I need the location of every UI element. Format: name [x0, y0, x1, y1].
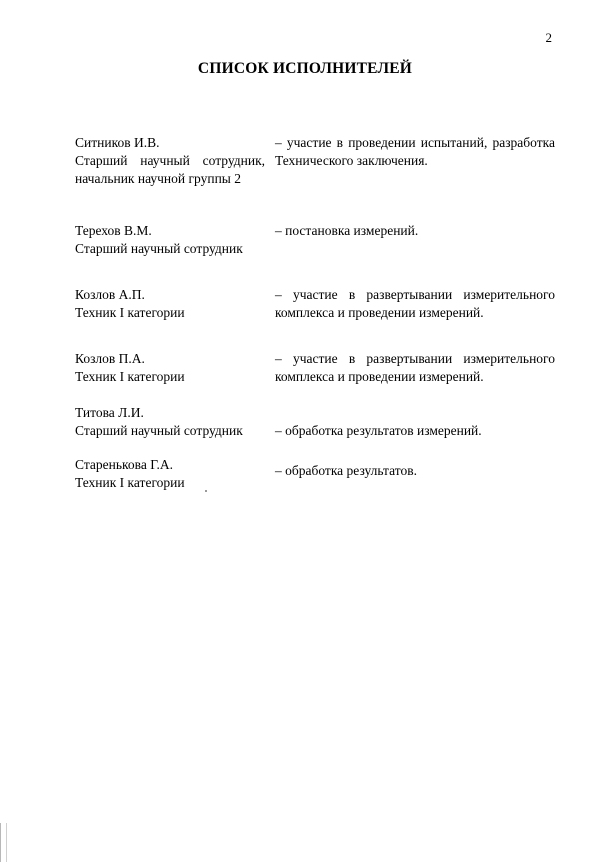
document-title: СПИСОК ИСПОЛНИТЕЛЕЙ: [197, 60, 413, 77]
performer-name: Титова Л.И.: [75, 405, 144, 420]
performer-position: Старший научный сотрудник: [75, 241, 243, 256]
performer-position: Старший научный сотрудник: [75, 423, 243, 438]
performer-task: – участие в проведении испытаний, разработка Технического заключения.: [275, 135, 555, 168]
performer-task: – участие в развертывании измерительного комплекса и проведении измерений.: [275, 351, 555, 384]
performer-info: [75, 222, 275, 258]
performer-name: Козлов А.П.: [75, 287, 145, 302]
performer-info: [75, 286, 265, 322]
performer-info: [75, 350, 265, 386]
performer-position: Техник I категории: [75, 475, 185, 490]
scan-dot: [205, 490, 207, 492]
performer-name: Старенькова Г.А.: [75, 457, 173, 472]
page-number: 2: [545, 30, 552, 45]
performer-task: – постановка измерений.: [275, 223, 419, 238]
performer-position: Техник I категории: [75, 369, 185, 384]
performer-info: [75, 134, 265, 188]
performer-info: [75, 456, 265, 492]
performer-task: – обработка результатов измерений.: [275, 423, 482, 438]
performer-position: Старший научный сотрудник, начальник научной группы 2: [75, 153, 265, 186]
performer-position: Техник I категории: [75, 305, 185, 320]
performer-task: – обработка результатов.: [275, 463, 417, 478]
scan-edge-border: [0, 823, 7, 862]
performer-name: Ситников И.В.: [75, 135, 160, 150]
performer-info: [75, 404, 275, 440]
performer-task: – участие в развертывании измерительного комплекса и проведении измерений.: [275, 287, 555, 320]
performer-name: Козлов П.А.: [75, 351, 145, 366]
performer-name: Терехов В.М.: [75, 223, 152, 238]
